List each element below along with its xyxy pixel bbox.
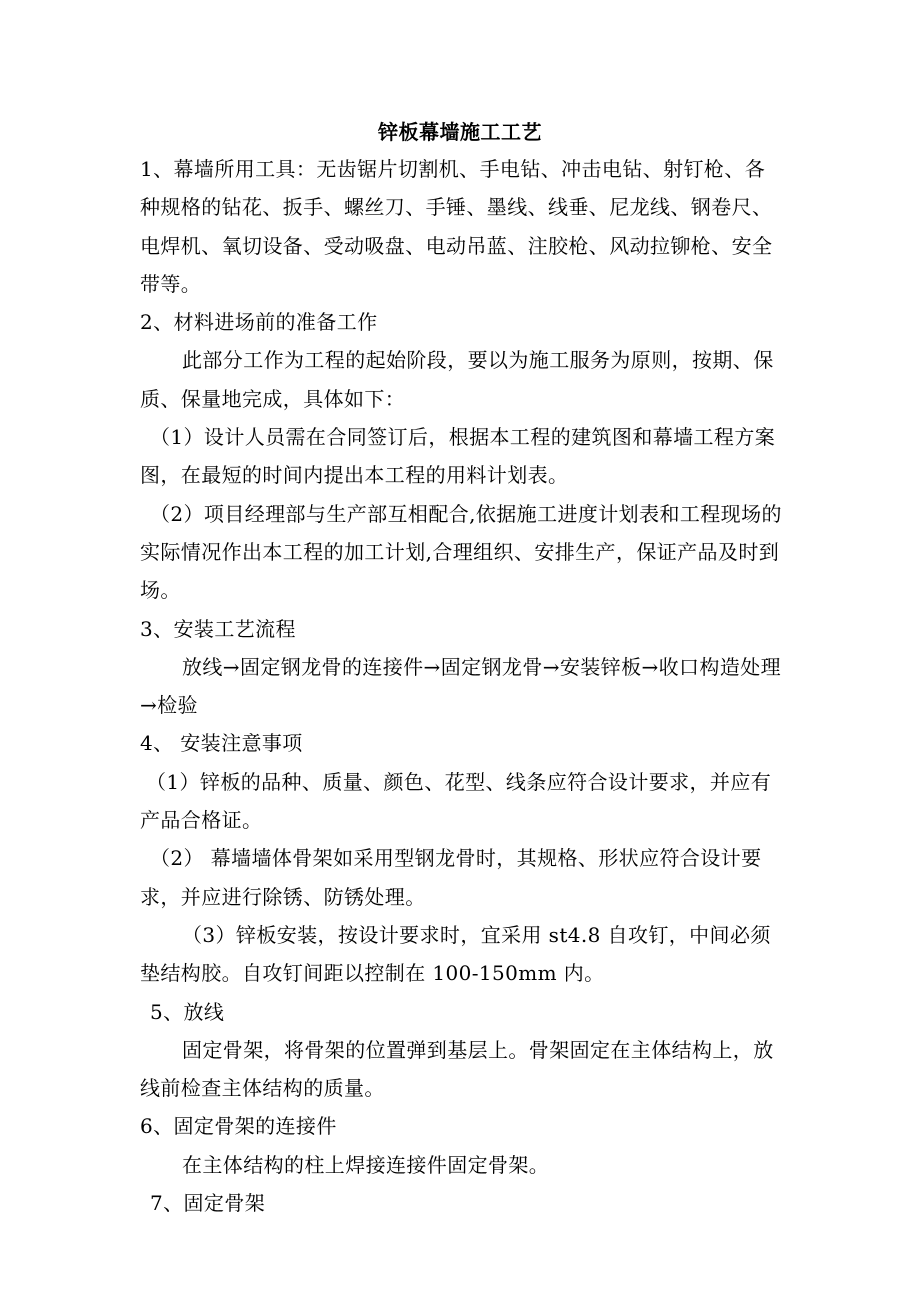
section-heading-process: 3、安装工艺流程: [140, 616, 296, 641]
paragraph-notes-item-3: （3）锌板安装，按设计要求时，宜采用 st4.8 自攻钉，中间必须垫结构胶。自攻钉间距以控制在 100-150mm 内。: [140, 922, 771, 986]
paragraph-process-flow: 放线→固定钢龙骨的连接件→固定钢龙骨→安装锌板→收口构造处理→检验: [140, 654, 782, 718]
section-heading-notes: 4、 安装注意事项: [140, 731, 303, 756]
section-heading-layout: 5、放线: [150, 999, 225, 1024]
paragraph-connectors: 在主体结构的柱上焊接连接件固定骨架。: [182, 1152, 550, 1177]
paragraph-preparation-intro: 此部分工作为工程的起始阶段，要以为施工服务为原则，按期、保质、保量地完成，具体如下：: [140, 348, 774, 411]
section-heading-preparation: 2、材料进场前的准备工作: [140, 310, 378, 335]
paragraph-layout: 固定骨架，将骨架的位置弹到基层上。骨架固定在主体结构上，放线前检查主体结构的质量。: [140, 1037, 774, 1101]
section-heading-connectors: 6、固定骨架的连接件: [140, 1114, 337, 1139]
document-title: 锌板幕墙施工工艺: [378, 120, 542, 144]
paragraph-notes-item-2: （2） 幕墙墙体骨架如采用型钢龙骨时，其规格、形状应符合设计要求，并应进行除锈、防锈处理。: [140, 846, 762, 909]
section-tools: 1、幕墙所用工具：无齿锯片切割机、手电钻、冲击电钻、射钉枪、各种规格的钻花、扳手、螺丝刀、手锤、墨线、线垂、尼龙线、钢卷尺、电焊机、氧切设备、受动吸盘、电动吊蓝、注胶枪、风动拉铆枪、安全带等。: [140, 157, 773, 296]
paragraph-preparation-item-1: （1）设计人员需在合同签订后，根据本工程的建筑图和幕墙工程方案图，在最短的时间内提出本工程的用料计划表。: [140, 425, 776, 488]
paragraph-notes-item-1: （1）锌板的品种、质量、颜色、花型、线条应符合设计要求，并应有产品合格证。: [140, 769, 772, 833]
paragraph-preparation-item-2: （2）项目经理部与生产部互相配合,依据施工进度计划表和工程现场的实际情况作出本工程的加工计划,合理组织、安排生产，保证产品及时到场。: [140, 501, 782, 603]
document-body: [140, 150, 785, 1222]
section-heading-frame: 7、固定骨架: [150, 1191, 266, 1216]
